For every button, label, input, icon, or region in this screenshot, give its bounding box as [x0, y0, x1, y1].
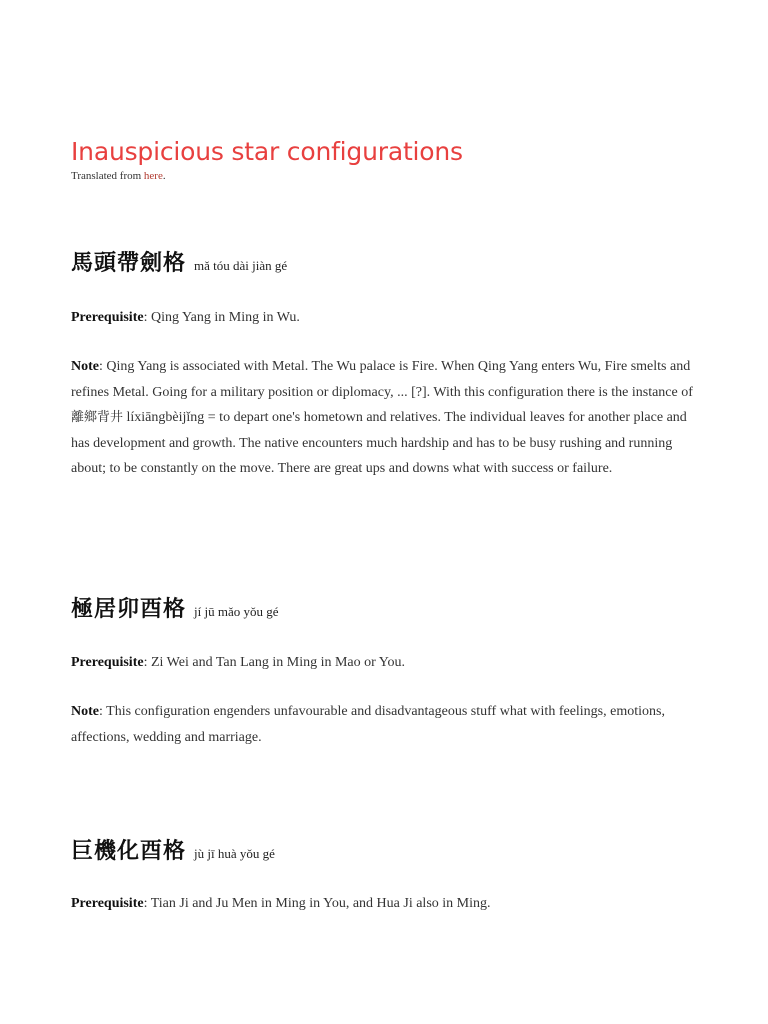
section-heading-1	[71, 246, 287, 277]
source-link[interactable]: here	[143, 170, 163, 182]
note-1	[71, 354, 696, 482]
translation-source	[71, 170, 166, 182]
prerequisite-label: Prerequisite	[71, 655, 144, 670]
section-pinyin: mǎ tóu dài jiàn gé	[194, 258, 288, 273]
prerequisite-3	[71, 891, 696, 917]
section-heading-3	[71, 834, 275, 865]
prerequisite-text: : Tian Ji and Ju Men in Ming in You, and Hua Ji also in Ming.	[143, 896, 491, 911]
note-label: Note	[71, 704, 99, 719]
section-hanzi: 極居卯酉格	[71, 597, 187, 622]
note-text-cont: líxiāngbèijǐng = to depart one's hometown and relatives. The individual leaves for another place and has development and growth. The native encounters much hardship and has to be busy rushing and running about; to be constantly on the move. There are great ups and downs what with success or failure.	[71, 410, 687, 476]
prerequisite-text: : Zi Wei and Tan Lang in Ming in Mao or You.	[143, 655, 405, 670]
section-pinyin: jí jū mǎo yǒu gé	[194, 604, 279, 619]
section-hanzi: 馬頭帶劍格	[71, 251, 187, 276]
note-2	[71, 699, 696, 750]
note-label: Note	[71, 359, 99, 374]
translated-prefix: Translated from	[71, 170, 144, 182]
prerequisite-label: Prerequisite	[71, 896, 144, 911]
prerequisite-text: : Qing Yang in Ming in Wu.	[143, 310, 300, 325]
note-text: : Qing Yang is associated with Metal. The Wu palace is Fire. When Qing Yang enters Wu, Fire smelts and refines Metal. Going for a military position or diplomacy, ... [?]. With this configuration there is the instance of	[71, 359, 693, 400]
note-hanzi: 離鄉背井	[71, 410, 124, 425]
prerequisite-1	[71, 305, 696, 331]
page-title: Inauspicious star configurations	[71, 137, 463, 166]
section-pinyin: jù jī huà yǒu gé	[194, 846, 275, 861]
prerequisite-label: Prerequisite	[71, 310, 144, 325]
note-text: : This configuration engenders unfavourable and disadvantageous stuff what with feelings, emotions, affections, wedding and marriage.	[71, 704, 665, 745]
prerequisite-2	[71, 650, 696, 676]
translated-suffix: .	[162, 170, 166, 182]
section-hanzi: 巨機化酉格	[71, 839, 187, 864]
section-heading-2	[71, 592, 279, 623]
